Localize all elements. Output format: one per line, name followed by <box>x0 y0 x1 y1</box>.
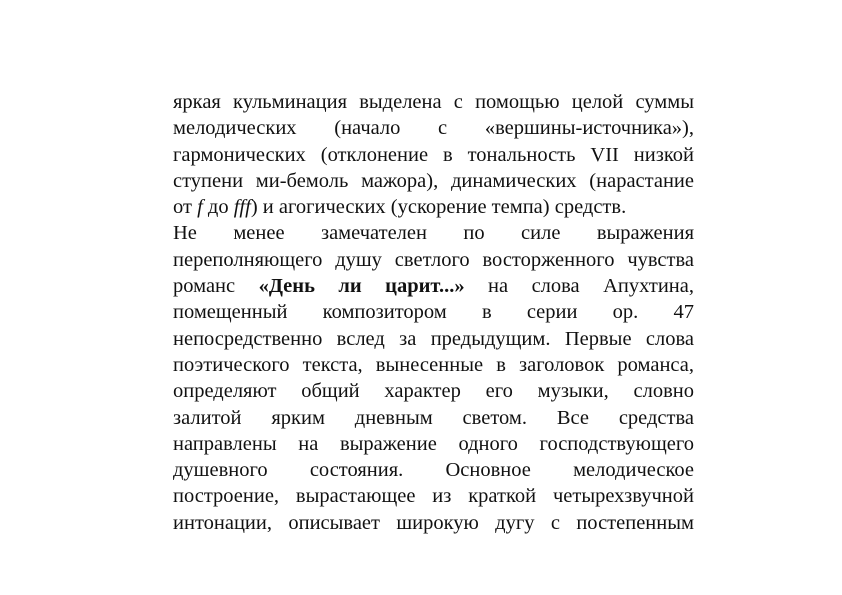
text-line: интонации, описывает широкую дугу с постепенным <box>173 511 694 534</box>
text-line: построение, вырастающее из краткой четырехзвучной <box>173 485 694 508</box>
text-line: яркая кульминация выделена с помощью целой суммы <box>173 91 694 113</box>
romance-title: «День ли царит...» <box>258 275 465 298</box>
text-segment: романс <box>173 275 259 298</box>
text-line: поэтического текста, вынесенные в заголовок романса, <box>173 353 694 376</box>
text-line <box>173 273 694 299</box>
text-line: непосредственно вслед за предыдущим. Первые слова <box>173 327 694 350</box>
text-line: помещенный композитором в серии ор. 47 <box>173 301 694 324</box>
text-line: мелодических (начало с «вершины-источника»), <box>173 117 694 140</box>
text-line: переполняющего душу светлого восторженного чувства <box>173 248 694 271</box>
text-segment: до <box>202 196 234 219</box>
text-line: залитой ярким дневным светом. Все средства <box>173 406 694 429</box>
text-line: Не менее замечателен по силе выражения <box>173 222 694 245</box>
text-segment: на слова Апухтина, <box>464 275 694 298</box>
dynamic-mark-to: fff <box>233 196 251 219</box>
text-line: ступени ми-бемоль мажора), динамических (нарастание <box>173 169 694 192</box>
text-line <box>173 194 694 220</box>
text-line: определяют общий характер его музыки, словно <box>173 380 694 403</box>
text-line: душевного состояния. Основное мелодическое <box>173 459 694 482</box>
dynamic-mark-from: f <box>197 196 203 219</box>
body-text <box>173 89 694 536</box>
text-line: направлены на выражение одного господствующего <box>173 432 694 455</box>
text-line: гармонических (отклонение в тональность VII низкой <box>173 143 694 166</box>
text-segment: от <box>173 196 198 219</box>
text-segment: ) и агогических (ускорение темпа) средств. <box>250 196 627 219</box>
